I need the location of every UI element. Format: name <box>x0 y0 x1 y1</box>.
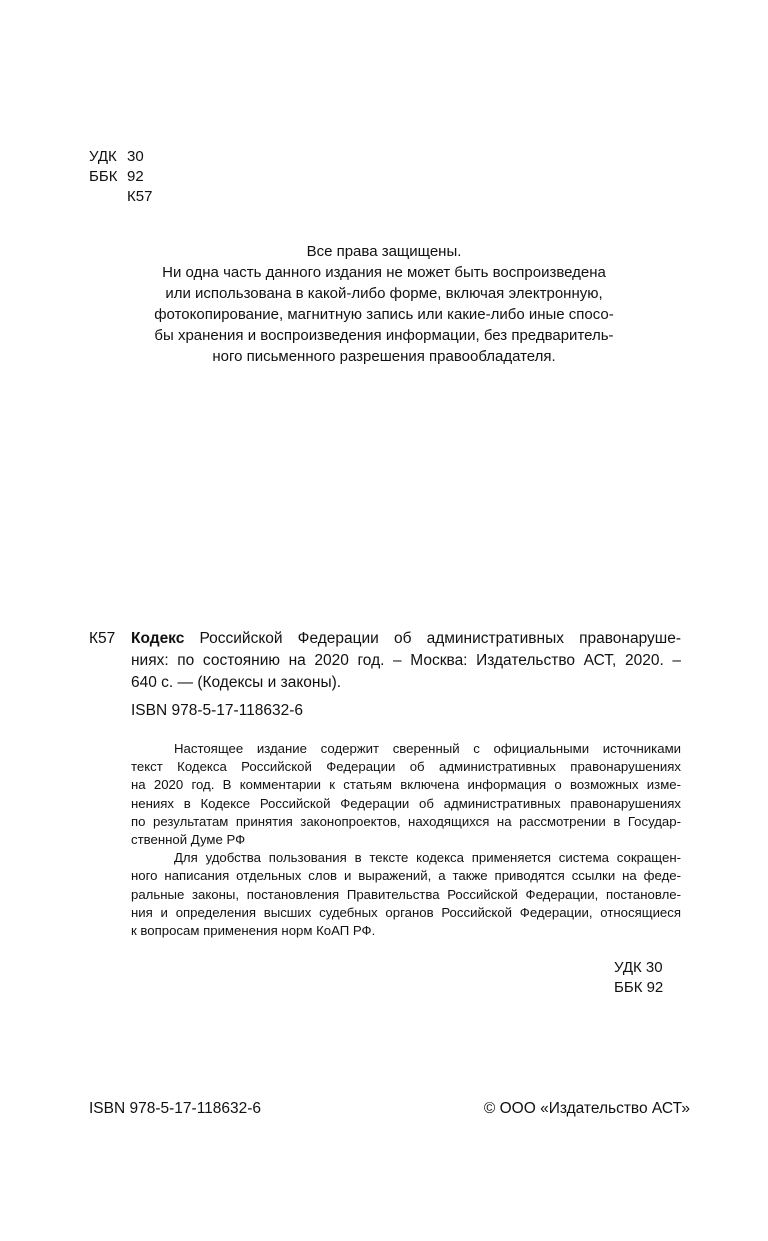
bbk-value: 92 <box>127 168 144 185</box>
udk-bottom: УДК 30 <box>614 959 663 976</box>
rights-line: бы хранения и воспроизведения информации, без предваритель- <box>154 327 614 344</box>
udk-label: УДК <box>89 148 117 165</box>
annotation-line: на 2020 год. В комментарии к статьям включена информация о возможных изме- <box>131 777 681 793</box>
annotation-line: Настоящее издание содержит сверенный с официальными источниками <box>174 741 681 756</box>
biblio-line: ниях: по состоянию на 2020 год. – Москва: Издательство АСТ, 2020. – <box>131 652 681 669</box>
biblio-line: 640 с. — (Кодексы и законы). <box>131 674 342 691</box>
annotation-line: ственной Думе РФ <box>131 832 246 848</box>
udk-value: 30 <box>127 148 144 165</box>
footer-copyright: © ООО «Издательство АСТ» <box>483 1100 690 1117</box>
rights-line: Ни одна часть данного издания не может быть воспроизведена <box>162 264 606 281</box>
bbk-label: ББК <box>89 168 118 185</box>
isbn-main: ISBN 978-5-17-118632-6 <box>131 702 304 719</box>
biblio-line <box>131 628 681 650</box>
biblio-code: К57 <box>89 630 116 647</box>
bbk-bottom: ББК 92 <box>614 979 664 996</box>
rights-notice <box>120 241 648 367</box>
annotation-line: ральные законы, постановления Правительства Российской Федерации, постановле- <box>131 886 681 902</box>
biblio-title: Кодекс <box>131 630 185 647</box>
footer-isbn: ISBN 978-5-17-118632-6 <box>89 1100 262 1117</box>
author-mark: К57 <box>127 188 153 205</box>
rights-line: или использована в какой-либо форме, включая электронную, <box>165 285 603 302</box>
annotation-line: по результатам принятия законопроектов, находящихся на рассмотрении в Государ- <box>131 813 681 829</box>
annotation-line: ния и определения высших судебных органов Российской Федерации, относящиеся <box>131 904 681 920</box>
bibliographic-record <box>89 628 681 694</box>
bbk-row <box>89 167 152 187</box>
biblio-line1-rest: Российской Федерации об административных правонаруше- <box>184 630 681 647</box>
annotation-line: текст Кодекса Российской Федерации об административных правонарушениях <box>131 759 681 775</box>
biblio-text <box>131 628 681 694</box>
classification-block <box>89 147 152 207</box>
rights-line: Все права защищены. <box>306 243 462 260</box>
classification-bottom <box>614 958 663 998</box>
annotation-line: нениях в Кодексе Российской Федерации об административных правонарушениях <box>131 795 681 811</box>
udk-row <box>89 147 152 167</box>
annotation-line: к вопросам применения норм КоАП РФ. <box>131 923 376 939</box>
rights-line: ного письменного разрешения правообладателя. <box>212 348 556 365</box>
rights-line: фотокопирование, магнитную запись или какие-либо иные спосо- <box>154 306 614 323</box>
annotation-line: ного написания отдельных слов и выражений, а также приводятся ссылки на феде- <box>131 868 681 884</box>
annotation <box>131 740 681 940</box>
annotation-line: Для удобства пользования в тексте кодекса применяется система сокращен- <box>174 850 681 866</box>
